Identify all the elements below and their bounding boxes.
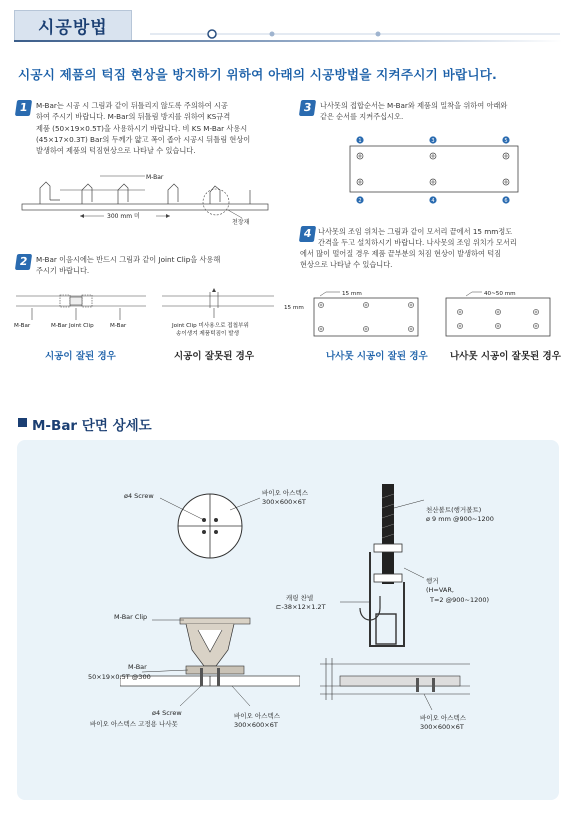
step-2-caption-wrong: 시공이 잘못된 경우 [174, 351, 255, 362]
order-5: 5 [504, 138, 508, 144]
label-mbar-dim: 50×19×0.5T @300 [88, 673, 151, 681]
label-mbar: M-Bar [128, 663, 147, 671]
label-bio-top: 바이오 아스텍스 [262, 489, 309, 497]
label-screw-top: ø4 Screw [124, 492, 154, 500]
label-hanger: 행거 [426, 577, 439, 585]
label-bolt: 천산볼트(행거볼트) [426, 506, 482, 514]
step-2-wrong-note-2: 송이생겨 제품턱짐이 발생 [176, 331, 239, 337]
step-3-text: 나사못의 접합순서는 M-Bar와 제품의 밀착을 위하여 아래와 같은 순서를 지켜주십시오. [320, 101, 508, 122]
order-6: 6 [504, 198, 508, 204]
label-bio-right-dim: 300×600×6T [420, 723, 464, 731]
label-bio-right: 바이오 아스텍스 [420, 714, 467, 722]
order-4: 4 [431, 198, 435, 204]
label-hanger-dim-1: (H=VAR, [426, 586, 454, 594]
step-4-caption-right: 나사못 시공이 잘된 경우 [326, 351, 428, 362]
order-3: 3 [431, 138, 435, 144]
step-4-diagram [280, 288, 560, 340]
step-1-text: M-Bar는 시공 시 그림과 같이 뒤틀리지 않도록 주의하여 시공 하여 주시기 바랍니다. M-Bar의 뒤틀림 방지를 위하여 KS규격 제품 (50×19×0.5T)을 사용하시기 바랍니다. 비 KS M-Bar 사용시 (45×17×0.3T) Bar의 두께가 얇고 폭이 좁아 시공시 뒤틀림 현상이 발생하여 제품의 턱짐현상으로 나타날 수 있습니다. [36, 101, 251, 156]
label-bio-top-dim: 300×600×6T [262, 498, 306, 506]
step-4-text-a: 나사못의 조임 위치는 그림과 같이 모서리 끝에서 15 mm정도 간격을 두고 설치하시기 바랍니다. 나사못의 조임 위치가 모서리 [318, 227, 517, 248]
section-2-title: M-Bar 단면 상세도 [32, 418, 152, 434]
step-4-text-b: 에서 많이 떨어질 경우 제품 끝부분의 처짐 현상이 발생하여 턱짐 현상으로 나타날 수 있습니다. [300, 249, 502, 270]
step-1-ceiling-label: 천장재 [232, 219, 250, 226]
step-4-badge: 4 [299, 226, 316, 242]
step-4-d15v-label: 15 mm [284, 305, 304, 311]
step-1-span-label: 300 mm 미 [107, 213, 140, 220]
step-2-text: M-Bar 이음시에는 반드시 그림과 같이 Joint Clip을 사용해 주시기 바랍니다. [36, 255, 221, 276]
header-rule [14, 40, 562, 42]
header-decoration [150, 28, 560, 40]
step-3-diagram [346, 134, 526, 206]
label-hanger-dim-2: T=2 @900~1200) [430, 596, 490, 604]
label-carrying: 캐링 찬넬 [286, 594, 314, 602]
step-1-badge: 1 [15, 100, 32, 116]
step-4-caption-wrong: 나사못 시공이 잘못된 경우 [450, 351, 561, 362]
step-2-mbar-right-label: M-Bar [110, 323, 127, 329]
label-mbar-clip: M-Bar Clip [114, 613, 148, 621]
step-1-mbar-label: M-Bar [146, 174, 164, 181]
section-2-marker [18, 418, 27, 427]
step-1-diagram [20, 170, 270, 232]
label-bio-bot: 바이오 아스텍스 [234, 712, 281, 720]
step-2-joint-label: M-Bar Joint Clip [51, 323, 94, 329]
step-2-diagram [14, 286, 276, 344]
step-2-wrong-note-1: Joint Clip 미사용으로 접첩부위 [172, 323, 249, 329]
label-screw-bot: ø4 Screw [152, 709, 182, 717]
step-4-d15-label: 15 mm [342, 291, 362, 297]
order-1: 1 [358, 138, 362, 144]
order-2: 2 [358, 198, 362, 204]
left-section-drawing [120, 480, 300, 720]
label-carrying-dim: ⊏-38×12×1.2T [276, 603, 326, 611]
label-screw-bot-2: 바이오 아스텍스 고정용 나사못 [90, 720, 178, 728]
intro-text: 시공시 제품의 턱짐 현상을 방지하기 위하여 아래의 시공방법을 지켜주시기 바랍니다. [18, 67, 498, 82]
page-title: 시공방법 [38, 18, 108, 38]
step-2-caption-right: 시공이 잘된 경우 [45, 351, 116, 362]
step-4-d4050-label: 40~50 mm [484, 291, 516, 297]
step-2-badge: 2 [15, 254, 32, 270]
step-3-badge: 3 [299, 100, 316, 116]
label-bolt-dim: ø 9 mm @900~1200 [426, 515, 494, 523]
label-bio-bot-dim: 300×600×6T [234, 721, 278, 729]
step-2-mbar-left-label: M-Bar [14, 323, 31, 329]
